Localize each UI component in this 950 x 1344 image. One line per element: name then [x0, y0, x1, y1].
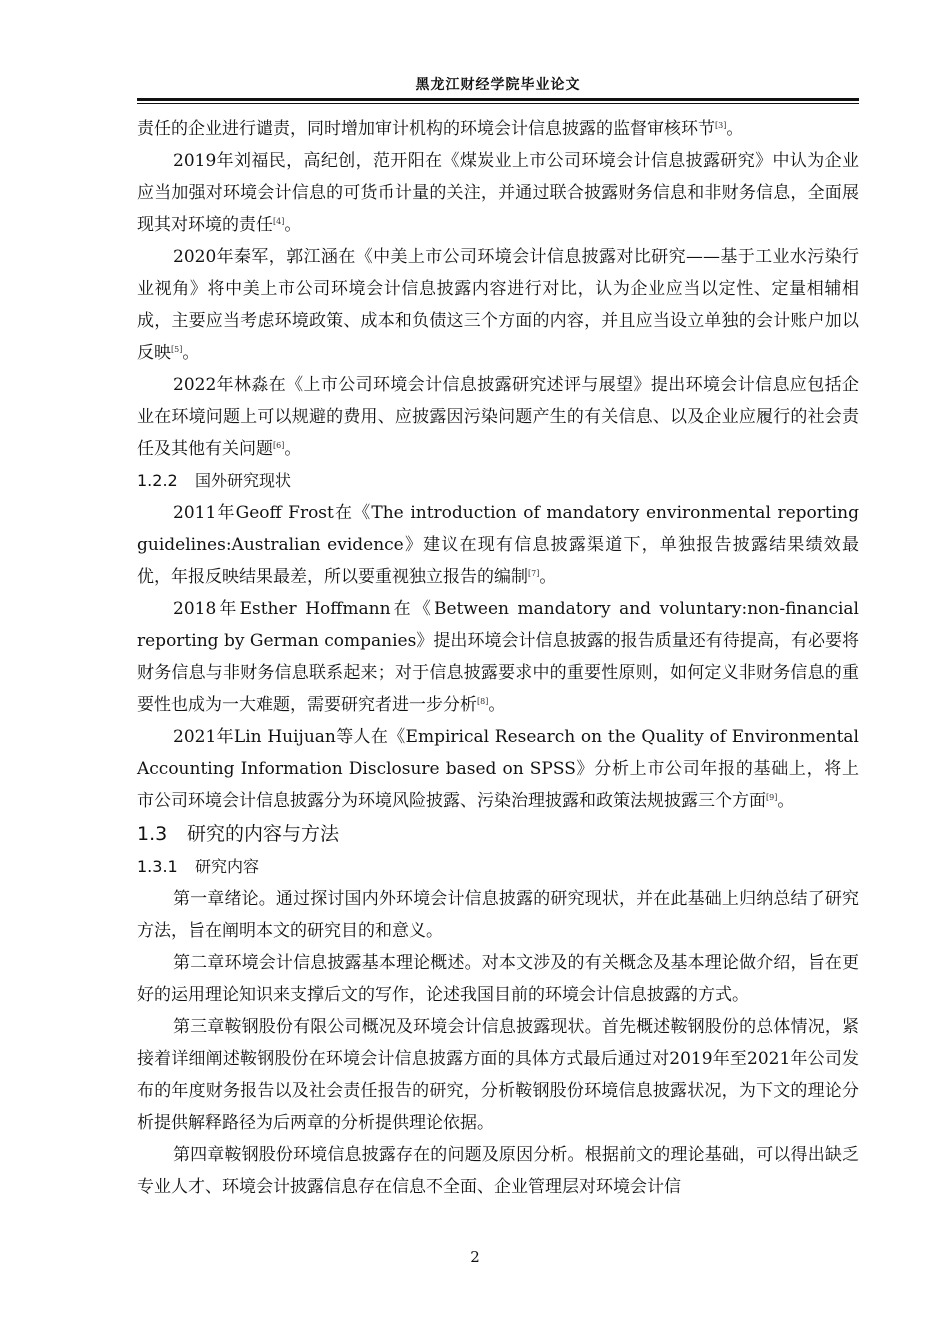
paragraph: 2019年刘福民，高纪创，范开阳在《煤炭业上市公司环境会计信息披露研究》中认为企业应当加强对环境会计信息的可货币计量的关注，并通过联合披露财务信息和非财务信息，全面展现其对环境的责任[4]。 — [137, 151, 859, 235]
citation-ref: [5] — [171, 345, 183, 354]
citation-ref: [4] — [273, 217, 285, 226]
page-number: 2 — [470, 1248, 480, 1266]
body-content — [137, 113, 859, 1203]
running-header: 黑龙江财经学院毕业论文 — [415, 77, 581, 93]
paragraph: 2018年Esther Hoffmann在《Between mandatory and voluntary:non-financial reporting by German companies》提出环境会计信息披露的报告质量还有待提高，有必要将财务信息与非财务信息联系起来；对于信息披露要求中的重要性原则，如何定义非财务信息的重要性也成为一大难题，需要研究者进一步分析[8]。 — [137, 599, 859, 715]
section-heading-1-2-2: 1.2.2 国外研究现状 — [137, 471, 292, 490]
paragraph: 第三章鞍钢股份有限公司概况及环境会计信息披露现状。首先概述鞍钢股份的总体情况，紧接着详细阐述鞍钢股份在环境会计信息披露方面的具体方式最后通过对2019年至2021年公司发布的年度财务报告以及社会责任报告的研究，分析鞍钢股份环境信息披露状况，为下文的理论分析提供解释路径为后两章的分析提供理论依据。 — [137, 1017, 859, 1133]
paragraph: 第一章绪论。通过探讨国内外环境会计信息披露的研究现状，并在此基础上归纳总结了研究方法，旨在阐明本文的研究目的和意义。 — [137, 889, 859, 941]
paragraph: 2021年Lin Huijuan等人在《Empirical Research on the Quality of Environmental Accounting Information Disclosure based on SPSS》分析上市公司年报的基础上，将上市公司环境会计信息披露分为环境风险披露、污染治理披露和政策法规披露三个方面[9]。 — [137, 727, 859, 811]
header-rule-thick — [137, 98, 859, 101]
paragraph: 2020年秦军，郭江涵在《中美上市公司环境会计信息披露对比研究——基于工业水污染行业视角》将中美上市公司环境会计信息披露内容进行对比，认为企业应当以定性、定量相辅相成，主要应当考虑环境政策、成本和负债这三个方面的内容，并且应当设立单独的会计账户加以反映[5]。 — [137, 247, 859, 363]
paragraph: 2011年Geoff Frost在《The introduction of mandatory environmental reporting guidelines:Australian evidence》建议在现有信息披露渠道下，单独报告披露结果绩效最优，年报反映结果最差，所以要重视独立报告的编制[7]。 — [137, 503, 859, 587]
citation-ref: [6] — [273, 441, 285, 450]
citation-ref: [3] — [715, 121, 727, 130]
section-heading-1-3-1: 1.3.1 研究内容 — [137, 857, 260, 876]
paragraph: 第四章鞍钢股份环境信息披露存在的问题及原因分析。根据前文的理论基础，可以得出缺乏专业人才、环境会计披露信息存在信息不全面、企业管理层对环境会计信 — [137, 1145, 859, 1197]
section-heading-1-3: 1.3 研究的内容与方法 — [137, 823, 340, 845]
paragraph: 第二章环境会计信息披露基本理论概述。对本文涉及的有关概念及基本理论做介绍，旨在更好的运用理论知识来支撑后文的写作，论述我国目前的环境会计信息披露的方式。 — [137, 953, 859, 1005]
citation-ref: [8] — [477, 697, 489, 706]
paragraph: 责任的企业进行谴责，同时增加审计机构的环境会计信息披露的监督审核环节[3]。 — [137, 119, 744, 139]
citation-ref: [9] — [766, 793, 778, 802]
paragraph: 2022年林淼在《上市公司环境会计信息披露研究述评与展望》提出环境会计信息应包括企业在环境问题上可以规避的费用、应披露因污染问题产生的有关信息、以及企业应履行的社会责任及其他有关问题[6]。 — [137, 375, 859, 459]
citation-ref: [7] — [528, 569, 540, 578]
header-rule-thin — [137, 103, 859, 104]
